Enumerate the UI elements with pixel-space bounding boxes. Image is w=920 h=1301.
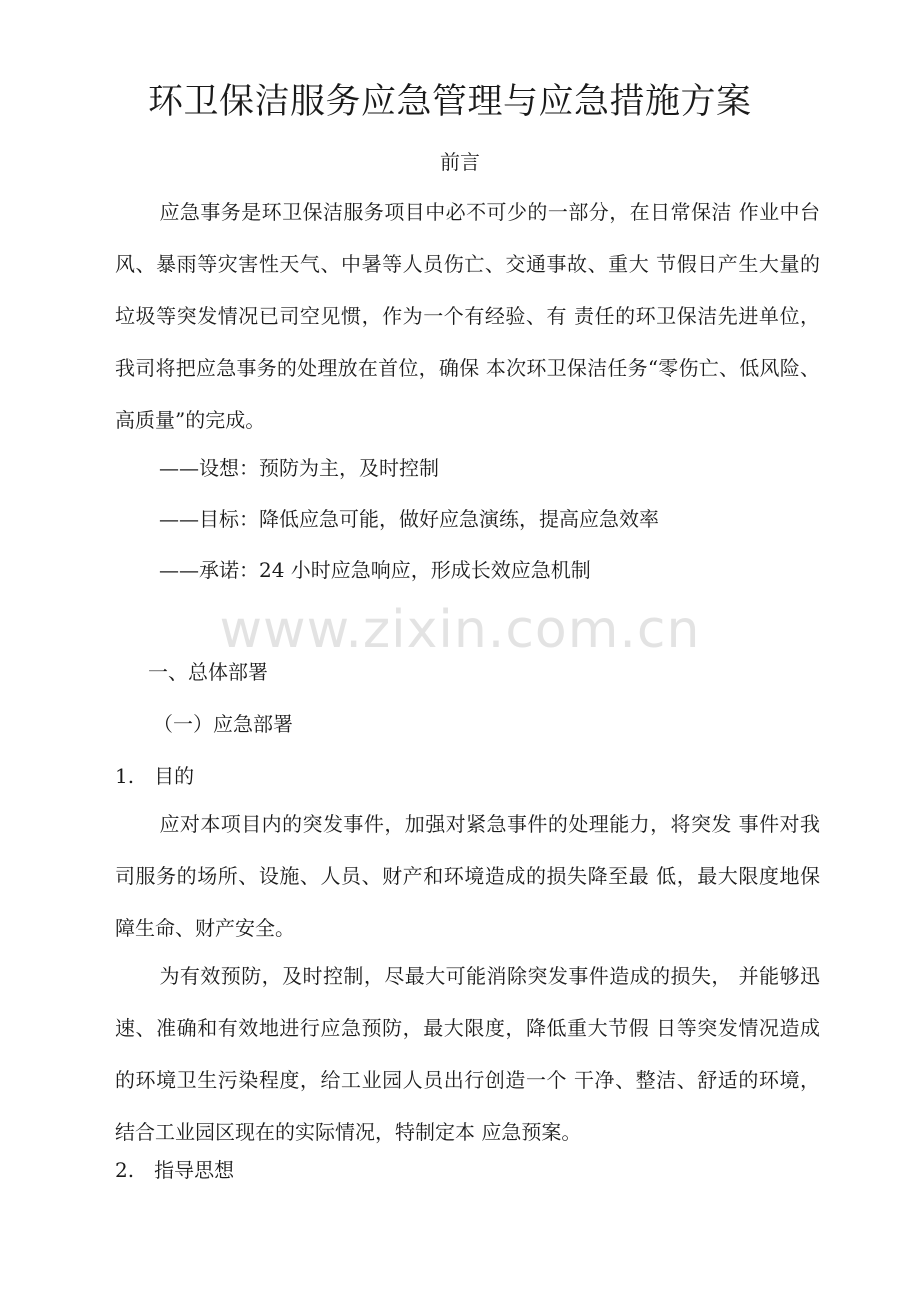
purpose-paragraph-1 <box>115 798 820 954</box>
principle-item: ——设想：预防为主，及时控制 <box>159 456 439 480</box>
principle-item: ——目标：降低应急可能，做好应急演练，提高应急效率 <box>159 507 659 531</box>
purpose-paragraph-2 <box>115 950 820 1158</box>
item-heading: 1. 目的 <box>115 764 195 788</box>
subsection-heading: （一）应急部署 <box>153 712 293 736</box>
section-heading: 一、总体部署 <box>148 660 268 684</box>
item-heading: 2. 指导思想 <box>115 1158 235 1182</box>
principle-item: ——承诺：24 小时应急响应，形成长效应急机制 <box>159 558 591 582</box>
purpose-text-2: 为有效预防，及时控制，尽最大可能消除突发事件造成的损失， 并能够迅速、准确和有效地进行应急预防，最大限度，降低重大节假 日等突发情况造成的环境卫生污染程度，给工业园人员出行创造一个 干净、整洁、舒适的环境，结合工业园区现在的实际情况，特制定本 应急预案。 <box>115 964 820 1144</box>
purpose-text-1: 应对本项目内的突发事件，加强对紧急事件的处理能力，将突发 事件对我司服务的场所、设施、人员、财产和环境造成的损失降至最 低，最大限度地保障生命、财产安全。 <box>115 812 820 940</box>
intro-text: 应急事务是环卫保洁服务项目中必不可少的一部分，在日常保洁 作业中台风、暴雨等灾害性天气、中暑等人员伤亡、交通事故、重大 节假日产生大量的垃圾等突发情况已司空见惯，作为一个有经验、有 责任的环卫保洁先进单位，我司将把应急事务的处理放在首位，确保 本次环卫保洁任务“零伤亡、低风险、高质量”的完成。 <box>115 200 820 432</box>
intro-paragraph <box>115 186 820 446</box>
document-subtitle: 前言 <box>440 150 480 174</box>
document-title: 环卫保洁服务应急管理与应急措施方案 <box>148 82 752 122</box>
watermark: www.zixin.com.cn <box>219 600 701 660</box>
